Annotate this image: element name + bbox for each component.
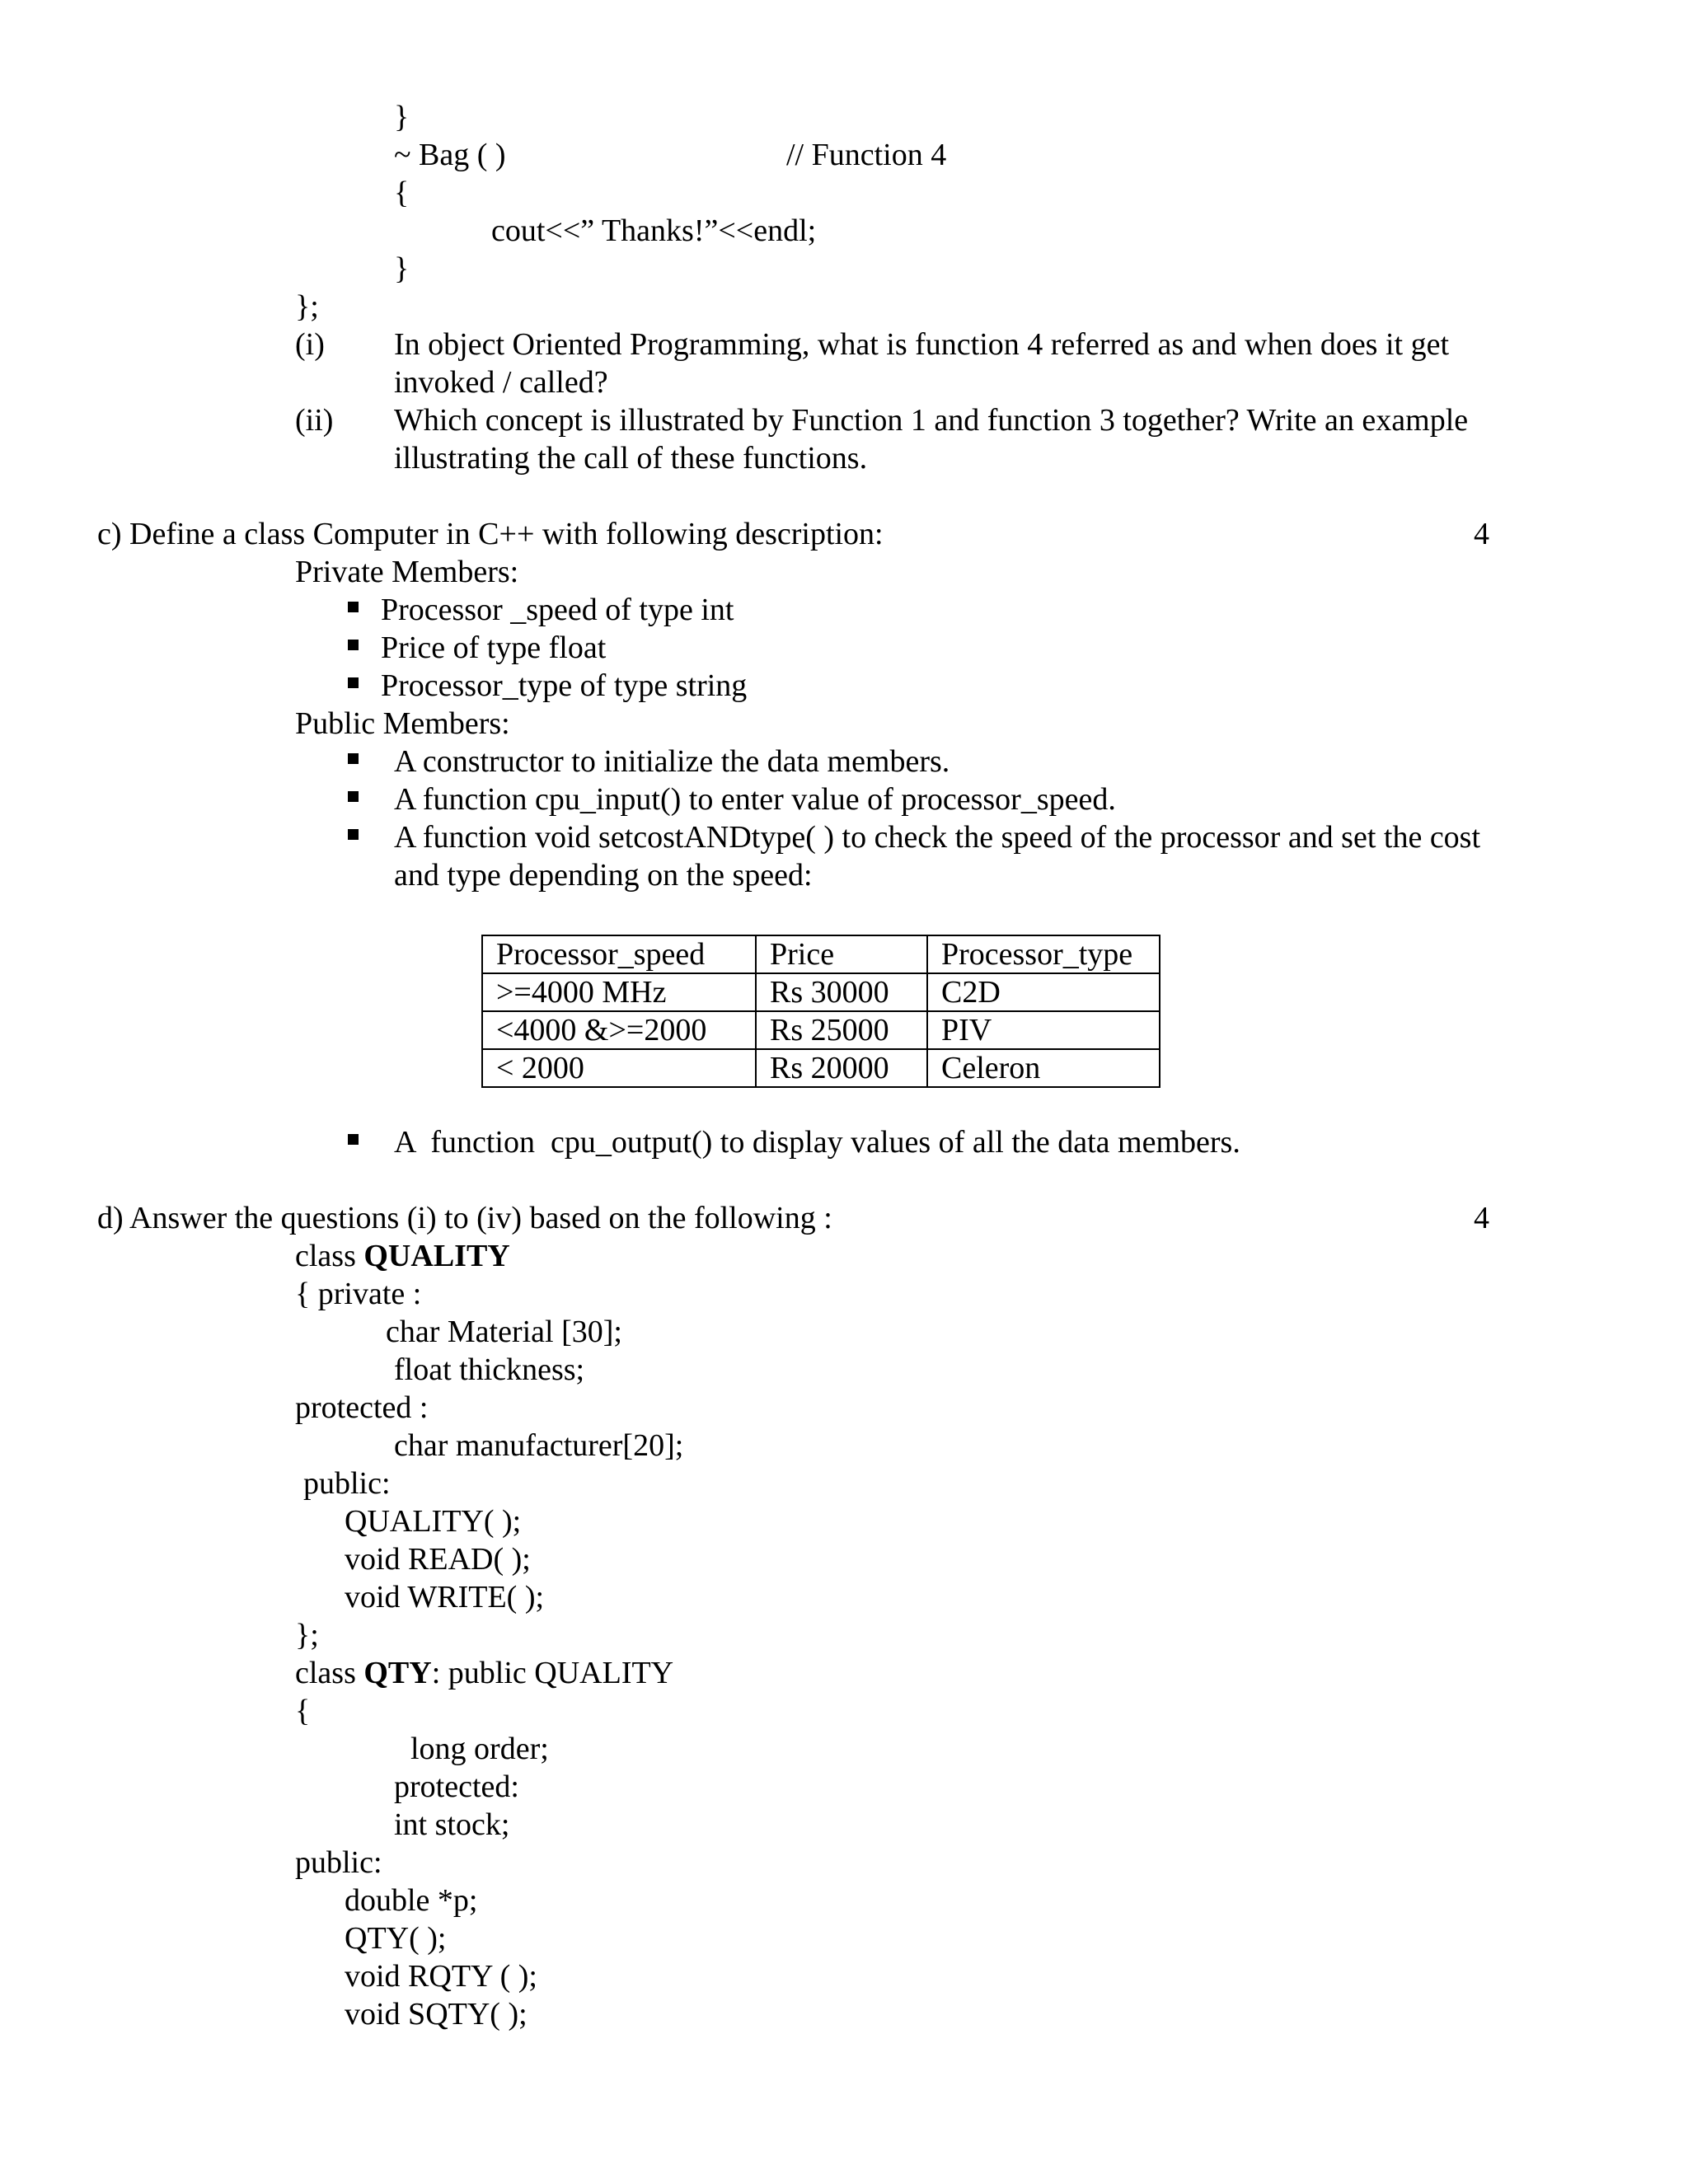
table-header-cell: Processor_speed (482, 935, 756, 973)
question-number: (i) (295, 327, 325, 362)
table-cell: Rs 25000 (756, 1011, 927, 1049)
section-c-heading: c) Define a class Computer in C++ with following description: (97, 517, 884, 551)
private-members-label: Private Members: (295, 555, 519, 589)
table-cell: PIV (927, 1011, 1160, 1049)
bullet-icon (348, 677, 359, 688)
bullet-icon (348, 602, 359, 612)
code-cout-line: cout<<” Thanks!”<<endl; (491, 213, 817, 248)
table-header-row (482, 935, 1160, 973)
table-cell: < 2000 (482, 1049, 756, 1087)
code-line: void SQTY( ); (345, 1997, 528, 2032)
code-line: QUALITY( ); (345, 1504, 522, 1539)
code-line: public: (295, 1845, 382, 1880)
public-members-label: Public Members: (295, 706, 510, 741)
class-name: QUALITY (363, 1239, 510, 1273)
section-c-marks: 4 (1474, 517, 1489, 551)
code-line: protected : (295, 1390, 429, 1425)
section-d-marks: 4 (1474, 1201, 1489, 1235)
code-open-brace: { (394, 176, 410, 210)
code-line: char Material [30]; (386, 1315, 622, 1349)
table-cell: <4000 &>=2000 (482, 1011, 756, 1049)
table-cell: Rs 20000 (756, 1049, 927, 1087)
code-close-brace: } (394, 251, 410, 286)
bullet-icon (348, 1134, 359, 1145)
question-text: illustrating the call of these functions. (394, 441, 868, 476)
code-line: { private : (295, 1277, 422, 1311)
class-quality-declaration (295, 1237, 510, 1275)
public-member-item: A function cpu_output() to display values of all the data members. (394, 1125, 1240, 1160)
class-name: QTY (363, 1656, 432, 1690)
table-cell: Celeron (927, 1049, 1160, 1087)
code-line: protected: (394, 1769, 519, 1804)
code-line: long order; (410, 1732, 549, 1766)
public-member-item-continued: and type depending on the speed: (394, 858, 813, 893)
code-line: void WRITE( ); (345, 1580, 545, 1615)
code-class-end: }; (295, 289, 319, 324)
table-header-cell: Processor_type (927, 935, 1160, 973)
class-inheritance: : public QUALITY (431, 1656, 674, 1690)
private-member-item: Processor_type of type string (381, 668, 748, 703)
question-number: (ii) (295, 403, 334, 438)
code-line: int stock; (394, 1807, 510, 1842)
bullet-icon (348, 753, 359, 764)
section-d-heading: d) Answer the questions (i) to (iv) based on the following : (97, 1201, 832, 1235)
private-member-item: Processor _speed of type int (381, 593, 734, 627)
table-row (482, 1049, 1160, 1087)
bullet-icon (348, 640, 359, 650)
public-member-item: A constructor to initialize the data members. (394, 744, 950, 779)
code-line: char manufacturer[20]; (394, 1428, 684, 1463)
code-line: double *p; (345, 1883, 478, 1918)
class-keyword: class (295, 1239, 364, 1273)
processor-table (481, 935, 1160, 1088)
code-line: { (295, 1694, 311, 1728)
bullet-icon (348, 829, 359, 840)
bullet-icon (348, 791, 359, 802)
table-cell: C2D (927, 973, 1160, 1011)
question-text: Which concept is illustrated by Function 1 and function 3 together? Write an example (394, 403, 1469, 438)
code-function4-comment: // Function 4 (786, 138, 947, 172)
private-member-item: Price of type float (381, 630, 607, 665)
code-close-brace: } (394, 100, 410, 134)
table-cell: >=4000 MHz (482, 973, 756, 1011)
code-line: float thickness; (394, 1352, 585, 1387)
class-qty-declaration (295, 1654, 673, 1692)
public-member-item: A function cpu_input() to enter value of processor_speed. (394, 782, 1116, 817)
code-line: public: (303, 1466, 391, 1501)
code-destructor: ~ Bag ( ) (394, 138, 506, 172)
class-keyword: class (295, 1656, 364, 1690)
table-cell: Rs 30000 (756, 973, 927, 1011)
question-text: In object Oriented Programming, what is function 4 referred as and when does it get (394, 327, 1450, 362)
question-text: invoked / called? (394, 365, 608, 400)
table-header-cell: Price (756, 935, 927, 973)
code-line: void READ( ); (345, 1542, 531, 1577)
table-row (482, 973, 1160, 1011)
public-member-item: A function void setcostANDtype( ) to check the speed of the processor and set the cost (394, 820, 1481, 855)
code-line: QTY( ); (345, 1921, 447, 1956)
code-line: }; (295, 1618, 319, 1652)
code-line: void RQTY ( ); (345, 1959, 537, 1994)
table-row (482, 1011, 1160, 1049)
